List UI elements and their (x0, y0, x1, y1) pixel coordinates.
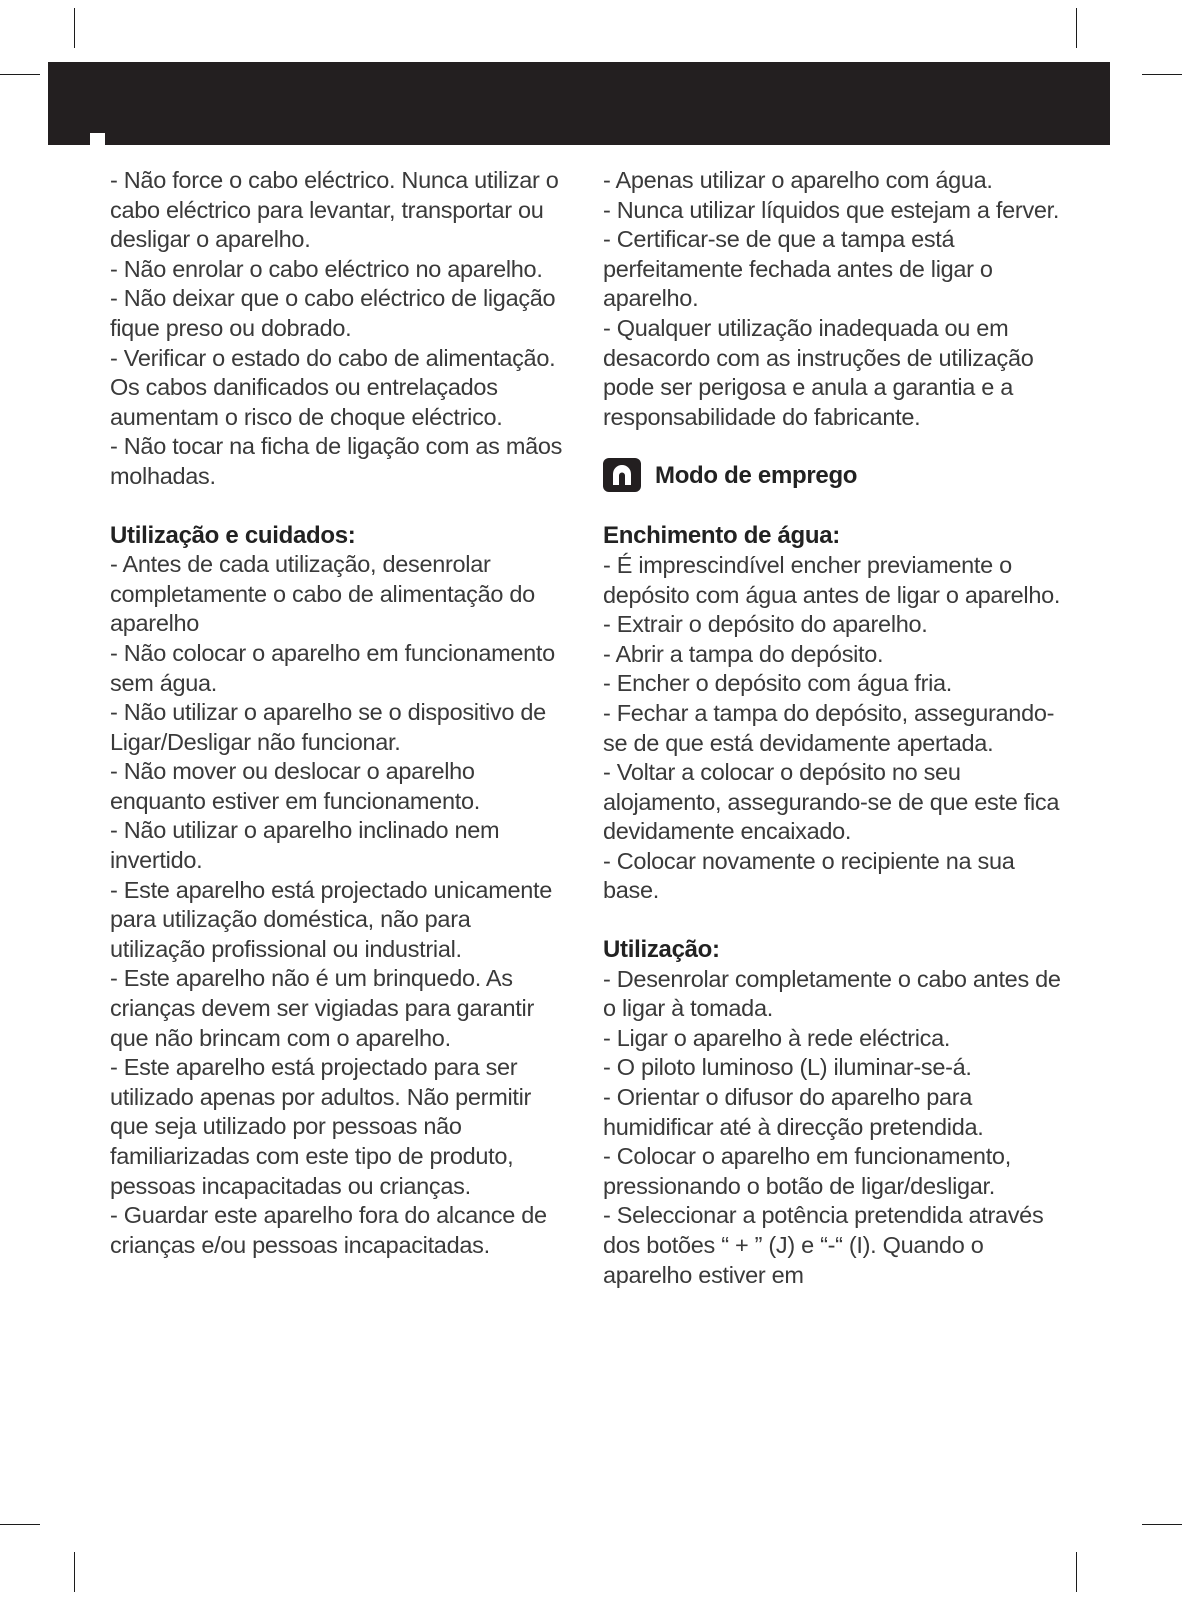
instruction-text: - Qualquer utilização inadequada ou em desacordo com as instruções de utilização pode ser perigosa e anula a garantia e a responsabilidade do fabricante. (603, 314, 1034, 430)
instruction-text: - Este aparelho não é um brinquedo. As crianças devem ser vigiadas para garantir que não brincam com o aparelho. (110, 965, 534, 1051)
instruction-text: - Não tocar na ficha de ligação com as mãos molhadas. (110, 433, 563, 489)
crop-mark-top-left-horizontal (0, 74, 40, 75)
section-heading-mode-of-use: Modo de emprego (655, 461, 858, 489)
instruction-text: - Apenas utilizar o aparelho com água. (603, 167, 993, 193)
appliance-pictogram-icon (603, 458, 641, 492)
instruction-text: - Não utilizar o aparelho se o dispositivo de Ligar/Desligar não funcionar. (110, 699, 546, 755)
crop-mark-top-right-vertical (1076, 8, 1077, 48)
instruction-text: - Este aparelho está projectado para ser utilizado apenas por adultos. Não permitir que seja utilizado por pessoas não familiarizadas com este tipo de produto, pessoas incapacitadas ou crianças. (110, 1054, 532, 1199)
instruction-text: - Não enrolar o cabo eléctrico no aparelho. (110, 255, 543, 282)
instruction-text: - Antes de cada utilização, desenrolar completamente o cabo de alimentação do aparelho (110, 551, 535, 637)
instruction-text: - Colocar o aparelho em funcionamento, pressionando o botão de ligar/desligar. (603, 1143, 1011, 1199)
text-columns (110, 166, 1062, 1290)
instruction-text: - Verificar o estado do cabo de alimentação. Os cabos danificados ou entrelaçados aumentam o risco de choque eléctrico. (110, 344, 556, 430)
section-heading-use-and-care: Utilização e cuidados: (110, 521, 356, 549)
instruction-text: - Não colocar o aparelho em funcionamento sem água. (110, 639, 555, 696)
instruction-text: - Desenrolar completamente o cabo antes de o ligar à tomada. (603, 965, 1061, 1022)
instruction-text: - Fechar a tampa do depósito, assegurando-se de que está devidamente apertada. (603, 699, 1055, 756)
section-heading-filling-water: Enchimento de água: (603, 522, 840, 550)
instruction-text: - Voltar a colocar o depósito no seu alojamento, assegurando-se de que este fica devidamente encaixado. (603, 759, 1060, 845)
crop-mark-top-left-vertical (74, 8, 75, 48)
instruction-text: - Abrir a tampa do depósito. (603, 640, 884, 667)
instruction-text: - Orientar o difusor do aparelho para humidificar até à direcção pretendida. (603, 1084, 984, 1140)
instruction-text: - O piloto luminoso (L) iluminar-se-á. (603, 1054, 972, 1081)
section-heading-use: Utilização: (603, 936, 720, 964)
instruction-text: - Extrair o depósito do aparelho. (603, 611, 928, 638)
instruction-text: - É imprescindível encher previamente o depósito com água antes de ligar o aparelho. (603, 551, 1061, 608)
instruction-text: - Ligar o aparelho à rede eléctrica. (603, 1024, 951, 1051)
mode-of-use-header (603, 458, 1062, 492)
instruction-text: - Guardar este aparelho fora do alcance de crianças e/ou pessoas incapacitadas. (110, 1202, 547, 1258)
instruction-text: - Nunca utilizar líquidos que estejam a ferver. (603, 196, 1060, 223)
instruction-text: - Não force o cabo eléctrico. Nunca utilizar o cabo eléctrico para levantar, transportar ou desligar o aparelho. (110, 167, 559, 253)
instruction-text: - Encher o depósito com água fria. (603, 670, 953, 697)
crop-mark-bottom-left-vertical (74, 1552, 75, 1592)
header-band-notch (90, 133, 105, 145)
instruction-text: - Certificar-se de que a tampa está perfeitamente fechada antes de ligar o aparelho. (603, 226, 993, 312)
instruction-text: - Seleccionar a potência pretendida através dos botões “ + ” (J) e “-“ (I). Quando o aparelho estiver em (603, 1202, 1044, 1288)
crop-mark-bottom-right-horizontal (1142, 1524, 1182, 1525)
crop-mark-bottom-left-horizontal (0, 1524, 40, 1525)
instruction-text: - Não mover ou deslocar o aparelho enquanto estiver em funcionamento. (110, 758, 480, 814)
crop-mark-top-right-horizontal (1142, 74, 1182, 75)
right-column (603, 166, 1062, 1290)
crop-mark-bottom-right-vertical (1076, 1552, 1077, 1592)
header-band (48, 62, 1110, 145)
instruction-text: - Este aparelho está projectado unicamente para utilização doméstica, não para utilização profissional ou industrial. (110, 876, 553, 962)
left-column (110, 166, 569, 1290)
instruction-text: - Não deixar que o cabo eléctrico de ligação fique preso ou dobrado. (110, 285, 556, 341)
instruction-text: - Colocar novamente o recipiente na sua base. (603, 847, 1015, 904)
instruction-text: - Não utilizar o aparelho inclinado nem invertido. (110, 817, 500, 874)
